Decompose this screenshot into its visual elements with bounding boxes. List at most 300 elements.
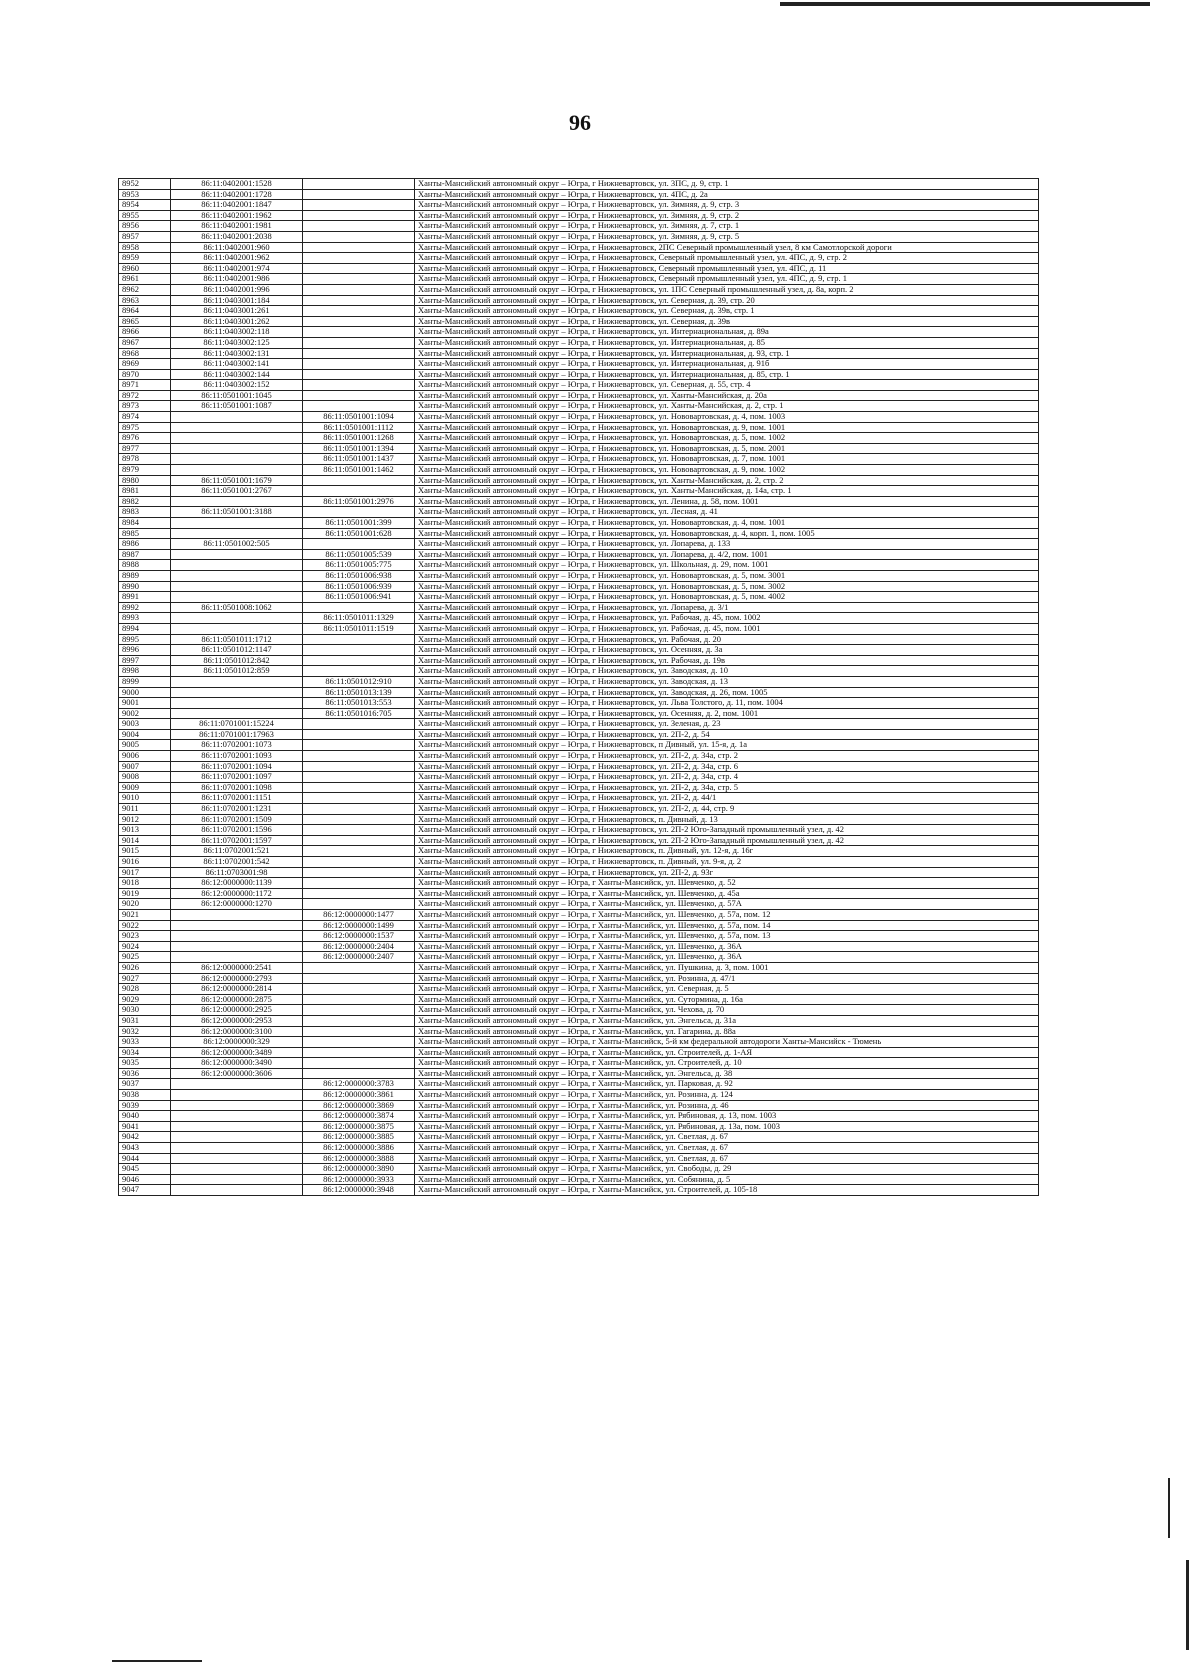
table-row: [119, 602, 1039, 613]
address: Ханты-Мансийский автономный округ – Югра, г Нижневартовск, ул. Нововартовская, д. 5, пом. 3001: [415, 570, 1039, 581]
building-cadastral-number: 86:12:0000000:2814: [171, 984, 303, 995]
table-row: [119, 867, 1039, 878]
row-number: 8962: [119, 284, 171, 295]
premises-cadastral-number: 86:11:0501005:775: [303, 560, 415, 571]
table-row: [119, 200, 1039, 211]
table-row: [119, 645, 1039, 656]
premises-cadastral-number: [303, 984, 415, 995]
address: Ханты-Мансийский автономный округ – Югра, г Нижневартовск, ул. Лесная, д. 41: [415, 507, 1039, 518]
premises-cadastral-number: [303, 994, 415, 1005]
premises-cadastral-number: [303, 1026, 415, 1037]
premises-cadastral-number: 86:12:0000000:1537: [303, 931, 415, 942]
address: Ханты-Мансийский автономный округ – Югра, г Ханты-Мансийск, ул. Шевченко, д. 36А: [415, 941, 1039, 952]
address: Ханты-Мансийский автономный округ – Югра, г Нижневартовск, ул. Интернациональная, д. 91б: [415, 359, 1039, 370]
premises-cadastral-number: [303, 284, 415, 295]
premises-cadastral-number: [303, 369, 415, 380]
premises-cadastral-number: [303, 761, 415, 772]
building-cadastral-number: [171, 549, 303, 560]
address: Ханты-Мансийский автономный округ – Югра, г Нижневартовск, п. Дивный, д. 13: [415, 814, 1039, 825]
table-row: [119, 539, 1039, 550]
address: Ханты-Мансийский автономный округ – Югра, г Нижневартовск, Северный промышленный узел, ул. 4ПС, д. 11: [415, 263, 1039, 274]
premises-cadastral-number: 86:11:0501013:139: [303, 687, 415, 698]
building-cadastral-number: 86:12:0000000:3490: [171, 1058, 303, 1069]
table-row: [119, 1068, 1039, 1079]
row-number: 9028: [119, 984, 171, 995]
row-number: 8971: [119, 380, 171, 391]
table-row: [119, 994, 1039, 1005]
row-number: 8997: [119, 655, 171, 666]
building-cadastral-number: 86:12:0000000:1270: [171, 899, 303, 910]
table-row: [119, 634, 1039, 645]
table-row: [119, 263, 1039, 274]
premises-cadastral-number: [303, 316, 415, 327]
building-cadastral-number: 86:11:0702001:1151: [171, 793, 303, 804]
address: Ханты-Мансийский автономный округ – Югра, г Нижневартовск, ул. Зимняя, д. 9, стр. 3: [415, 200, 1039, 211]
premises-cadastral-number: 86:11:0501006:939: [303, 581, 415, 592]
building-cadastral-number: [171, 1100, 303, 1111]
address: Ханты-Мансийский автономный округ – Югра, г Нижневартовск, ул. 2П-2, д. 54: [415, 729, 1039, 740]
premises-cadastral-number: [303, 253, 415, 264]
building-cadastral-number: [171, 952, 303, 963]
building-cadastral-number: 86:11:0403002:152: [171, 380, 303, 391]
table-row: [119, 941, 1039, 952]
building-cadastral-number: 86:11:0501002:505: [171, 539, 303, 550]
row-number: 8993: [119, 613, 171, 624]
address: Ханты-Мансийский автономный округ – Югра, г Нижневартовск, ул. 2П-2, д. 93г: [415, 867, 1039, 878]
building-cadastral-number: 86:12:0000000:3606: [171, 1068, 303, 1079]
premises-cadastral-number: [303, 846, 415, 857]
table-row: [119, 888, 1039, 899]
row-number: 9041: [119, 1121, 171, 1132]
building-cadastral-number: 86:11:0403002:118: [171, 327, 303, 338]
table-row: [119, 475, 1039, 486]
building-cadastral-number: 86:11:0702001:1509: [171, 814, 303, 825]
premises-cadastral-number: [303, 666, 415, 677]
premises-cadastral-number: 86:11:0501001:1094: [303, 412, 415, 423]
address: Ханты-Мансийский автономный округ – Югра, г Ханты-Мансийск, ул. Энгельса, д. 38: [415, 1068, 1039, 1079]
premises-cadastral-number: 86:12:0000000:2407: [303, 952, 415, 963]
table-row: [119, 443, 1039, 454]
address: Ханты-Мансийский автономный округ – Югра, г Нижневартовск, ул. 2П-2, д. 44/1: [415, 793, 1039, 804]
premises-cadastral-number: 86:12:0000000:3885: [303, 1132, 415, 1143]
address: Ханты-Мансийский автономный округ – Югра, г Нижневартовск, ул. Интернациональная, д. 89а: [415, 327, 1039, 338]
row-number: 8988: [119, 560, 171, 571]
address: Ханты-Мансийский автономный округ – Югра, г Нижневартовск, ул. Северная, д. 55, стр. 4: [415, 380, 1039, 391]
row-number: 9013: [119, 825, 171, 836]
premises-cadastral-number: [303, 1068, 415, 1079]
address: Ханты-Мансийский автономный округ – Югра, г Ханты-Мансийск, ул. Северная, д. 5: [415, 984, 1039, 995]
address: Ханты-Мансийский автономный округ – Югра, г Ханты-Мансийск, ул. Шевченко, д. 52: [415, 878, 1039, 889]
address: Ханты-Мансийский автономный округ – Югра, г Нижневартовск, Северный промышленный узел, ул. 4ПС, д. 9, стр. 1: [415, 274, 1039, 285]
table-row: [119, 613, 1039, 624]
table-row: [119, 1153, 1039, 1164]
table-row: [119, 465, 1039, 476]
table-row: [119, 931, 1039, 942]
table-row: [119, 1132, 1039, 1143]
address: Ханты-Мансийский автономный округ – Югра, г Нижневартовск, ул. Нововартовская, д. 5, пом. 2001: [415, 443, 1039, 454]
table-row: [119, 952, 1039, 963]
address: Ханты-Мансийский автономный округ – Югра, г Ханты-Мансийск, ул. Строителей, д. 105-18: [415, 1185, 1039, 1196]
address: Ханты-Мансийский автономный округ – Югра, г Ханты-Мансийск, ул. Собянина, д. 5: [415, 1174, 1039, 1185]
row-number: 8979: [119, 465, 171, 476]
row-number: 9009: [119, 782, 171, 793]
premises-cadastral-number: [303, 655, 415, 666]
address: Ханты-Мансийский автономный округ – Югра, г Нижневартовск, ул. Зимняя, д. 9, стр. 5: [415, 231, 1039, 242]
address: Ханты-Мансийский автономный округ – Югра, г Ханты-Мансийск, ул. Розинна, д. 47/1: [415, 973, 1039, 984]
building-cadastral-number: [171, 1111, 303, 1122]
building-cadastral-number: 86:11:0701001:17963: [171, 729, 303, 740]
address: Ханты-Мансийский автономный округ – Югра, г Ханты-Мансийск, ул. Пушкина, д. 3, пом. 1001: [415, 962, 1039, 973]
building-cadastral-number: 86:11:0501001:1045: [171, 390, 303, 401]
building-cadastral-number: 86:11:0501011:1712: [171, 634, 303, 645]
row-number: 8966: [119, 327, 171, 338]
premises-cadastral-number: [303, 973, 415, 984]
building-cadastral-number: 86:12:0000000:3489: [171, 1047, 303, 1058]
row-number: 9008: [119, 772, 171, 783]
address: Ханты-Мансийский автономный округ – Югра, г Нижневартовск, ул. Нововартовская, д. 9, пом. 1001: [415, 422, 1039, 433]
row-number: 8975: [119, 422, 171, 433]
premises-cadastral-number: [303, 210, 415, 221]
row-number: 8952: [119, 179, 171, 190]
building-cadastral-number: 86:11:0702001:521: [171, 846, 303, 857]
building-cadastral-number: [171, 1143, 303, 1154]
table-row: [119, 359, 1039, 370]
building-cadastral-number: [171, 1185, 303, 1196]
building-cadastral-number: 86:11:0402001:1528: [171, 179, 303, 190]
row-number: 8976: [119, 433, 171, 444]
premises-cadastral-number: [303, 263, 415, 274]
row-number: 8994: [119, 623, 171, 634]
premises-cadastral-number: 86:12:0000000:3869: [303, 1100, 415, 1111]
row-number: 8963: [119, 295, 171, 306]
address: Ханты-Мансийский автономный округ – Югра, г Нижневартовск, п. Дивный, ул. 9-я, д. 2: [415, 857, 1039, 868]
row-number: 8960: [119, 263, 171, 274]
building-cadastral-number: 86:11:0403001:262: [171, 316, 303, 327]
table-row: [119, 1143, 1039, 1154]
row-number: 9021: [119, 909, 171, 920]
premises-cadastral-number: [303, 348, 415, 359]
building-cadastral-number: [171, 518, 303, 529]
row-number: 8965: [119, 316, 171, 327]
address: Ханты-Мансийский автономный округ – Югра, г Нижневартовск, ул. Заводская, д. 26, пом. 1005: [415, 687, 1039, 698]
table-row: [119, 221, 1039, 232]
premises-cadastral-number: [303, 751, 415, 762]
page-number: 96: [569, 110, 591, 135]
address: Ханты-Мансийский автономный округ – Югра, г Нижневартовск, ул. Лопарева, д. 3/1: [415, 602, 1039, 613]
row-number: 8970: [119, 369, 171, 380]
building-cadastral-number: 86:12:0000000:2953: [171, 1015, 303, 1026]
row-number: 8958: [119, 242, 171, 253]
building-cadastral-number: [171, 570, 303, 581]
row-number: 9010: [119, 793, 171, 804]
premises-cadastral-number: 86:11:0501005:539: [303, 549, 415, 560]
table-row: [119, 1047, 1039, 1058]
cadastral-registry-table: [118, 178, 1039, 1196]
address: Ханты-Мансийский автономный округ – Югра, г Нижневартовск, ул. Нововартовская, д. 5, пом. 3002: [415, 581, 1039, 592]
building-cadastral-number: 86:11:0501001:2767: [171, 486, 303, 497]
row-number: 8985: [119, 528, 171, 539]
row-number: 8995: [119, 634, 171, 645]
row-number: 8980: [119, 475, 171, 486]
address: Ханты-Мансийский автономный округ – Югра, г Ханты-Мансийск, ул. Шевченко, д. 57а, пом. 13: [415, 931, 1039, 942]
address: Ханты-Мансийский автономный округ – Югра, г Нижневартовск, п Дивный, ул. 15-я, д. 1а: [415, 740, 1039, 751]
building-cadastral-number: 86:11:0702001:542: [171, 857, 303, 868]
building-cadastral-number: [171, 920, 303, 931]
table-row: [119, 687, 1039, 698]
building-cadastral-number: 86:11:0402001:962: [171, 253, 303, 264]
table-row: [119, 422, 1039, 433]
table-row: [119, 390, 1039, 401]
building-cadastral-number: 86:12:0000000:2793: [171, 973, 303, 984]
building-cadastral-number: [171, 560, 303, 571]
row-number: 9047: [119, 1185, 171, 1196]
row-number: 9003: [119, 719, 171, 730]
address: Ханты-Мансийский автономный округ – Югра, г Нижневартовск, ул. Зимняя, д. 7, стр. 1: [415, 221, 1039, 232]
table-row: [119, 231, 1039, 242]
premises-cadastral-number: [303, 200, 415, 211]
premises-cadastral-number: [303, 825, 415, 836]
building-cadastral-number: 86:11:0402001:960: [171, 242, 303, 253]
address: Ханты-Мансийский автономный округ – Югра, г Нижневартовск, ул. 4ПС, д. 2а: [415, 189, 1039, 200]
table-row: [119, 1111, 1039, 1122]
address: Ханты-Мансийский автономный округ – Югра, г Нижневартовск, ул. Зеленая, д. 23: [415, 719, 1039, 730]
address: Ханты-Мансийский автономный округ – Югра, г Нижневартовск, ул. Рабочая, д. 45, пом. 1001: [415, 623, 1039, 634]
building-cadastral-number: 86:11:0702001:1093: [171, 751, 303, 762]
row-number: 9000: [119, 687, 171, 698]
premises-cadastral-number: [303, 359, 415, 370]
row-number: 8984: [119, 518, 171, 529]
table-row: [119, 804, 1039, 815]
building-cadastral-number: [171, 687, 303, 698]
premises-cadastral-number: [303, 729, 415, 740]
row-number: 8953: [119, 189, 171, 200]
building-cadastral-number: [171, 613, 303, 624]
table-row: [119, 327, 1039, 338]
table-row: [119, 729, 1039, 740]
address: Ханты-Мансийский автономный округ – Югра, г Нижневартовск, ул. Ханты-Мансийская, д. 20а: [415, 390, 1039, 401]
premises-cadastral-number: 86:12:0000000:1477: [303, 909, 415, 920]
table-row: [119, 899, 1039, 910]
premises-cadastral-number: 86:11:0501006:938: [303, 570, 415, 581]
building-cadastral-number: 86:12:0000000:1172: [171, 888, 303, 899]
address: Ханты-Мансийский автономный округ – Югра, г Нижневартовск, ул. Заводская, д. 10: [415, 666, 1039, 677]
address: Ханты-Мансийский автономный округ – Югра, г Ханты-Мансийск, ул. Шевченко, д. 57а, пом. 12: [415, 909, 1039, 920]
row-number: 8991: [119, 592, 171, 603]
row-number: 9029: [119, 994, 171, 1005]
premises-cadastral-number: [303, 645, 415, 656]
premises-cadastral-number: [303, 306, 415, 317]
building-cadastral-number: [171, 454, 303, 465]
address: Ханты-Мансийский автономный округ – Югра, г Нижневартовск, ул. 2П-2, д. 34а, стр. 4: [415, 772, 1039, 783]
premises-cadastral-number: [303, 962, 415, 973]
address: Ханты-Мансийский автономный округ – Югра, г Нижневартовск, ул. Рабочая, д. 45, пом. 1002: [415, 613, 1039, 624]
building-cadastral-number: 86:11:0403002:131: [171, 348, 303, 359]
address: Ханты-Мансийский автономный округ – Югра, г Нижневартовск, п. Дивный, ул. 12-я, д. 16г: [415, 846, 1039, 857]
address: Ханты-Мансийский автономный округ – Югра, г Нижневартовск, ул. Ханты-Мансийская, д. 2, стр. 2: [415, 475, 1039, 486]
table-row: [119, 1026, 1039, 1037]
row-number: 9018: [119, 878, 171, 889]
address: Ханты-Мансийский автономный округ – Югра, г Ханты-Мансийск, ул. Шевченко, д. 57а, пом. 14: [415, 920, 1039, 931]
building-cadastral-number: 86:11:0402001:996: [171, 284, 303, 295]
table-row: [119, 962, 1039, 973]
address: Ханты-Мансийский автономный округ – Югра, г Нижневартовск, ул. Нововартовская, д. 5, пом. 4002: [415, 592, 1039, 603]
premises-cadastral-number: 86:11:0501001:628: [303, 528, 415, 539]
address: Ханты-Мансийский автономный округ – Югра, г Нижневартовск, ул. Ханты-Мансийская, д. 2, стр. 1: [415, 401, 1039, 412]
building-cadastral-number: 86:11:0403002:144: [171, 369, 303, 380]
building-cadastral-number: [171, 465, 303, 476]
premises-cadastral-number: [303, 231, 415, 242]
row-number: 8973: [119, 401, 171, 412]
row-number: 9034: [119, 1047, 171, 1058]
premises-cadastral-number: [303, 1037, 415, 1048]
address: Ханты-Мансийский автономный округ – Югра, г Нижневартовск, ул. Заводская, д. 13: [415, 676, 1039, 687]
address: Ханты-Мансийский автономный округ – Югра, г Нижневартовск, ул. Осенняя, д. 3а: [415, 645, 1039, 656]
premises-cadastral-number: [303, 1015, 415, 1026]
row-number: 9005: [119, 740, 171, 751]
row-number: 9042: [119, 1132, 171, 1143]
premises-cadastral-number: [303, 189, 415, 200]
address: Ханты-Мансийский автономный округ – Югра, г Ханты-Мансийск, ул. Светлая, д. 67: [415, 1153, 1039, 1164]
row-number: 9016: [119, 857, 171, 868]
row-number: 8996: [119, 645, 171, 656]
address: Ханты-Мансийский автономный округ – Югра, г Ханты-Мансийск, ул. Рябиновая, д. 13, пом. 1003: [415, 1111, 1039, 1122]
premises-cadastral-number: [303, 1058, 415, 1069]
address: Ханты-Мансийский автономный округ – Югра, г Ханты-Мансийск, ул. Шевченко, д. 57А: [415, 899, 1039, 910]
row-number: 8978: [119, 454, 171, 465]
row-number: 9024: [119, 941, 171, 952]
premises-cadastral-number: 86:11:0501001:1112: [303, 422, 415, 433]
address: Ханты-Мансийский автономный округ – Югра, г Нижневартовск, ул. 1ПС Северный промышленный узел, д. 8а, корп. 2: [415, 284, 1039, 295]
premises-cadastral-number: 86:12:0000000:3890: [303, 1164, 415, 1175]
address: Ханты-Мансийский автономный округ – Югра, г Нижневартовск, ул. Лопарева, д. 133: [415, 539, 1039, 550]
premises-cadastral-number: 86:12:0000000:3783: [303, 1079, 415, 1090]
row-number: 8959: [119, 253, 171, 264]
address: Ханты-Мансийский автономный округ – Югра, г Нижневартовск, ул. Нововартовская, д. 7, пом. 1001: [415, 454, 1039, 465]
row-number: 8974: [119, 412, 171, 423]
row-number: 9012: [119, 814, 171, 825]
table-row: [119, 761, 1039, 772]
row-number: 9039: [119, 1100, 171, 1111]
table-row: [119, 433, 1039, 444]
table-row: [119, 528, 1039, 539]
scan-artifact-top-line: [780, 2, 1150, 6]
building-cadastral-number: 86:11:0403002:141: [171, 359, 303, 370]
building-cadastral-number: 86:11:0702001:1094: [171, 761, 303, 772]
address: Ханты-Мансийский автономный округ – Югра, г Ханты-Мансийск, ул. Гагарина, д. 88а: [415, 1026, 1039, 1037]
premises-cadastral-number: [303, 539, 415, 550]
row-number: 9004: [119, 729, 171, 740]
address: Ханты-Мансийский автономный округ – Югра, г Нижневартовск, Северный промышленный узел, ул. 4ПС, д. 9, стр. 2: [415, 253, 1039, 264]
table-row: [119, 549, 1039, 560]
address: Ханты-Мансийский автономный округ – Югра, г Нижневартовск, ул. Ленина, д. 58, пом. 1001: [415, 496, 1039, 507]
table-row: [119, 1100, 1039, 1111]
address: Ханты-Мансийский автономный округ – Югра, г Нижневартовск, ул. Льва Толстого, д. 11, пом. 1004: [415, 698, 1039, 709]
building-cadastral-number: [171, 931, 303, 942]
table-row: [119, 179, 1039, 190]
table-row: [119, 348, 1039, 359]
premises-cadastral-number: [303, 179, 415, 190]
premises-cadastral-number: 86:11:0501001:1437: [303, 454, 415, 465]
row-number: 8957: [119, 231, 171, 242]
table-row: [119, 337, 1039, 348]
address: Ханты-Мансийский автономный округ – Югра, г Нижневартовск, ул. Лопарева, д. 4/2, пом. 1001: [415, 549, 1039, 560]
premises-cadastral-number: [303, 1005, 415, 1016]
table-row: [119, 592, 1039, 603]
row-number: 9030: [119, 1005, 171, 1016]
address: Ханты-Мансийский автономный округ – Югра, г Нижневартовск, ул. Северная, д. 39, стр. 20: [415, 295, 1039, 306]
row-number: 9019: [119, 888, 171, 899]
row-number: 9020: [119, 899, 171, 910]
premises-cadastral-number: 86:11:0501011:1519: [303, 623, 415, 634]
table-row: [119, 1174, 1039, 1185]
building-cadastral-number: 86:11:0702001:1597: [171, 835, 303, 846]
building-cadastral-number: [171, 1079, 303, 1090]
table-row: [119, 835, 1039, 846]
premises-cadastral-number: [303, 867, 415, 878]
address: Ханты-Мансийский автономный округ – Югра, г Нижневартовск, ул. Осенняя, д. 2, пом. 1001: [415, 708, 1039, 719]
row-number: 8967: [119, 337, 171, 348]
address: Ханты-Мансийский автономный округ – Югра, г Ханты-Мансийск, ул. Строителей, д. 10: [415, 1058, 1039, 1069]
row-number: 9023: [119, 931, 171, 942]
address: Ханты-Мансийский автономный округ – Югра, г Ханты-Мансийск, ул. Шевченко, д. 36А: [415, 952, 1039, 963]
address: Ханты-Мансийский автономный округ – Югра, г Нижневартовск, ул. 2П-2, д. 34а, стр. 2: [415, 751, 1039, 762]
table-row: [119, 1185, 1039, 1196]
table-row: [119, 306, 1039, 317]
premises-cadastral-number: 86:11:0501001:1462: [303, 465, 415, 476]
building-cadastral-number: 86:12:0000000:3100: [171, 1026, 303, 1037]
address: Ханты-Мансийский автономный округ – Югра, г Нижневартовск, ул. 2П-2, д. 34а, стр. 5: [415, 782, 1039, 793]
row-number: 8968: [119, 348, 171, 359]
row-number: 9035: [119, 1058, 171, 1069]
building-cadastral-number: 86:11:0403002:125: [171, 337, 303, 348]
row-number: 8956: [119, 221, 171, 232]
premises-cadastral-number: [303, 878, 415, 889]
row-number: 9026: [119, 962, 171, 973]
row-number: 8954: [119, 200, 171, 211]
table-row: [119, 655, 1039, 666]
address: Ханты-Мансийский автономный округ – Югра, г Нижневартовск, ул. 2П-2 Юго-Западный промышленный узел, д. 42: [415, 825, 1039, 836]
premises-cadastral-number: [303, 772, 415, 783]
premises-cadastral-number: 86:11:0501001:1268: [303, 433, 415, 444]
premises-cadastral-number: [303, 740, 415, 751]
table-row: [119, 793, 1039, 804]
scan-artifact-right-edge: [1186, 1560, 1189, 1650]
building-cadastral-number: [171, 1121, 303, 1132]
building-cadastral-number: 86:11:0402001:1981: [171, 221, 303, 232]
premises-cadastral-number: 86:12:0000000:3948: [303, 1185, 415, 1196]
table-row: [119, 825, 1039, 836]
building-cadastral-number: 86:12:0000000:329: [171, 1037, 303, 1048]
table-row: [119, 570, 1039, 581]
address: Ханты-Мансийский автономный округ – Югра, г Нижневартовск, ул. Рабочая, д. 19в: [415, 655, 1039, 666]
building-cadastral-number: 86:11:0702001:1098: [171, 782, 303, 793]
row-number: 9046: [119, 1174, 171, 1185]
address: Ханты-Мансийский автономный округ – Югра, г Нижневартовск, ул. 2П-2 Юго-Западный промышленный узел, д. 42: [415, 835, 1039, 846]
premises-cadastral-number: [303, 719, 415, 730]
building-cadastral-number: [171, 1174, 303, 1185]
address: Ханты-Мансийский автономный округ – Югра, г Ханты-Мансийск, ул. Светлая, д. 67: [415, 1143, 1039, 1154]
table-row: [119, 772, 1039, 783]
building-cadastral-number: 86:11:0702001:1596: [171, 825, 303, 836]
address: Ханты-Мансийский автономный округ – Югра, г Нижневартовск, ул. Зимняя, д. 9, стр. 2: [415, 210, 1039, 221]
premises-cadastral-number: 86:12:0000000:1499: [303, 920, 415, 931]
address: Ханты-Мансийский автономный округ – Югра, г Ханты-Мансийск, ул. Парковая, д. 92: [415, 1079, 1039, 1090]
premises-cadastral-number: [303, 401, 415, 412]
building-cadastral-number: 86:11:0402001:974: [171, 263, 303, 274]
building-cadastral-number: 86:12:0000000:2875: [171, 994, 303, 1005]
building-cadastral-number: [171, 412, 303, 423]
row-number: 8977: [119, 443, 171, 454]
